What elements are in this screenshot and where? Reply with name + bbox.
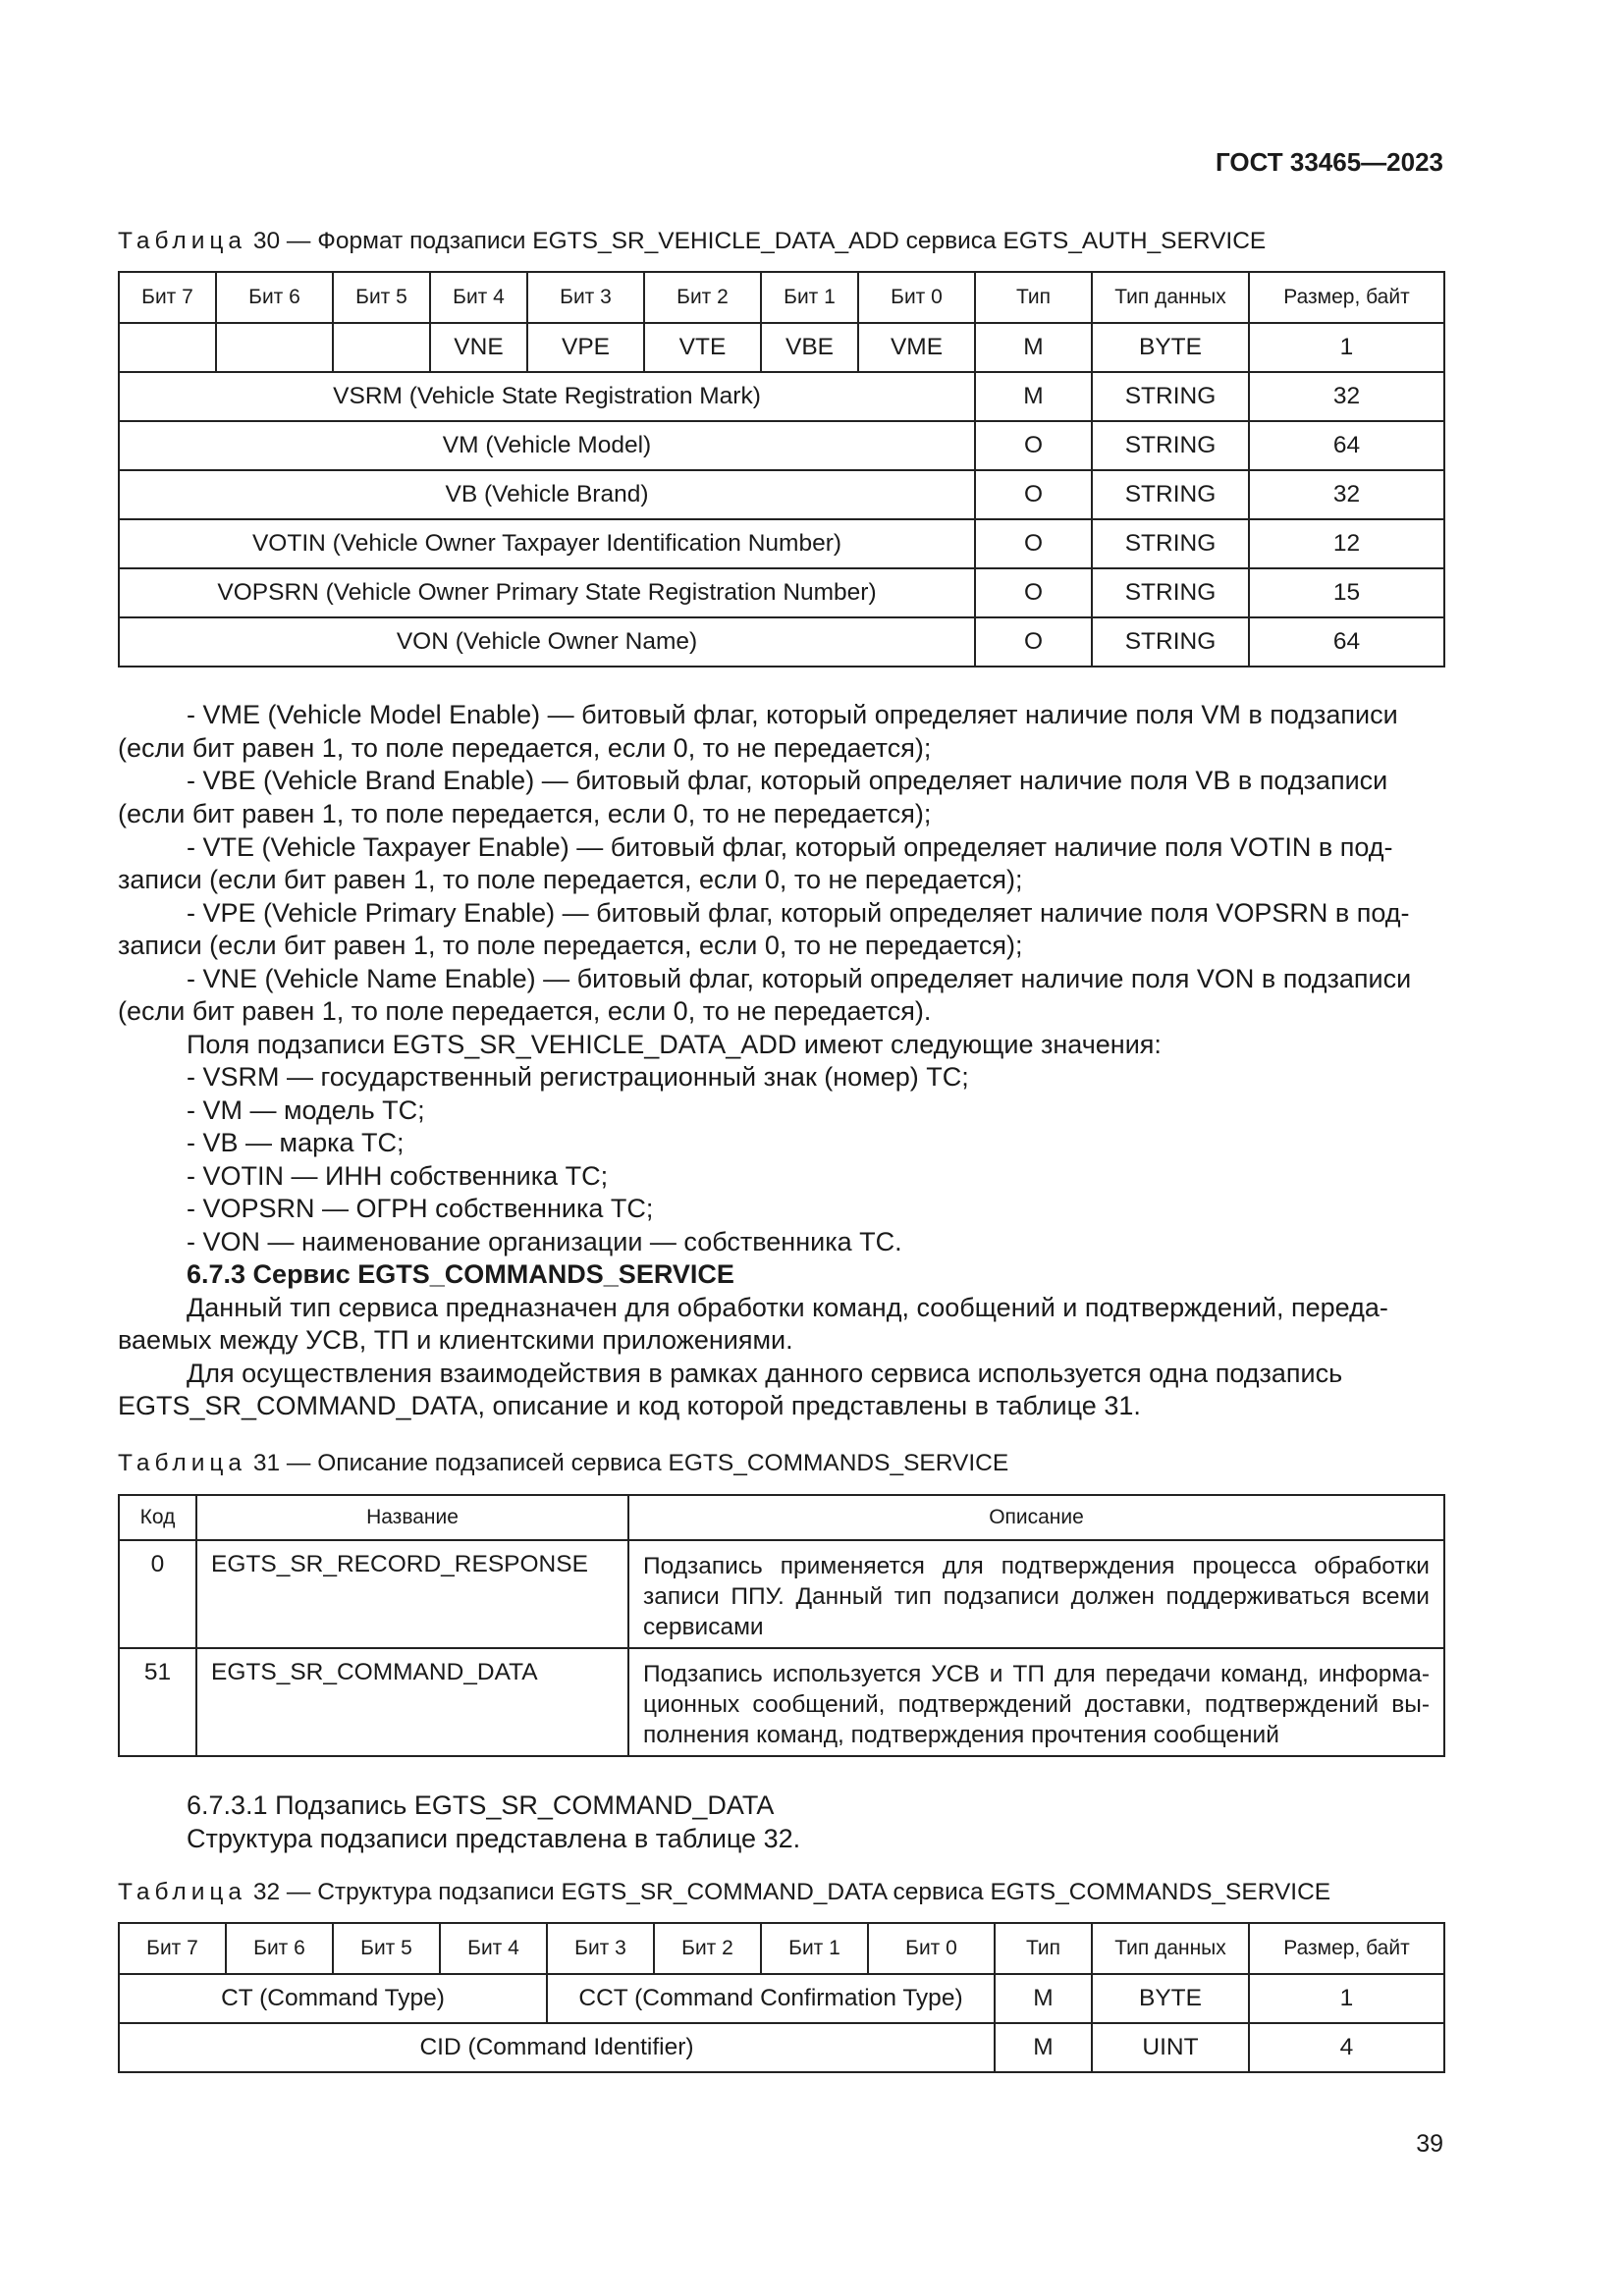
paragraph-line: (если бит равен 1, то поле передается, если 0, то не передается); (118, 799, 932, 828)
table-cell: UINT (1092, 2023, 1249, 2072)
list-item: - VM — модель ТС; (187, 1095, 425, 1125)
paragraph-line: - VBE (Vehicle Brand Enable) — битовый флаг, который определяет наличие поля VB в подзаписи (187, 766, 1388, 795)
table-cell: O (975, 568, 1092, 617)
table-cell: VME (858, 323, 975, 372)
header-cell: Бит 0 (868, 1923, 995, 1974)
section-heading: 6.7.3 Сервис EGTS_COMMANDS_SERVICE (187, 1259, 734, 1289)
table-cell: M (975, 372, 1092, 421)
paragraph-line: - VTE (Vehicle Taxpayer Enable) — битовый флаг, который определяет наличие поля VOTIN в под- (187, 832, 1393, 862)
subsection-heading: 6.7.3.1 Подзапись EGTS_SR_COMMAND_DATA (187, 1790, 775, 1820)
list-item: - VSRM — государственный регистрационный знак (номер) ТС; (187, 1062, 969, 1092)
header-cell: Бит 7 (119, 1923, 226, 1974)
table-cell: VTE (644, 323, 761, 372)
table-30-caption (118, 228, 1266, 255)
list-item: - VOPSRN — ОГРН собственника ТС; (187, 1194, 654, 1223)
table-cell: O (975, 617, 1092, 667)
table-cell (333, 323, 430, 372)
table-row (119, 2023, 1444, 2072)
list-item: - VON — наименование организации — собственника ТС. (187, 1227, 902, 1256)
table-cell: BYTE (1092, 323, 1249, 372)
field-name-cell: VOPSRN (Vehicle Owner Primary State Registration Number) (119, 568, 975, 617)
header-cell: Бит 5 (333, 1923, 440, 1974)
table-30 (118, 271, 1445, 667)
field-name-cell: CCT (Command Confirmation Type) (547, 1974, 995, 2023)
caption-prefix: Таблица (118, 1450, 247, 1476)
table-row (119, 1974, 1444, 2023)
table-cell: M (995, 2023, 1092, 2072)
table-cell: 12 (1249, 519, 1444, 568)
table-header-row (119, 1495, 1444, 1540)
paragraph-line: (если бит равен 1, то поле передается, если 0, то не передается); (118, 733, 932, 763)
table-cell: STRING (1092, 421, 1249, 470)
field-name-cell: VOTIN (Vehicle Owner Taxpayer Identification Number) (119, 519, 975, 568)
caption-prefix: Таблица (118, 228, 247, 254)
paragraph-line: EGTS_SR_COMMAND_DATA, описание и код которой представлены в таблице 31. (118, 1391, 1141, 1420)
table-row (119, 421, 1444, 470)
table-cell: BYTE (1092, 1974, 1249, 2023)
table-cell: O (975, 421, 1092, 470)
paragraph-line: Поля подзаписи EGTS_SR_VEHICLE_DATA_ADD имеют следующие значения: (187, 1030, 1162, 1059)
table-row (119, 323, 1444, 372)
header-cell: Бит 1 (761, 1923, 868, 1974)
field-name-cell: VM (Vehicle Model) (119, 421, 975, 470)
table-cell: VBE (761, 323, 858, 372)
paragraph-line: - VNE (Vehicle Name Enable) — битовый флаг, который определяет наличие поля VON в подзаписи (187, 964, 1412, 993)
header-cell: Бит 3 (547, 1923, 654, 1974)
paragraph-line: Данный тип сервиса предназначен для обработки команд, сообщений и подтверждений, переда- (187, 1293, 1388, 1322)
code-cell: 51 (119, 1648, 196, 1756)
table-cell: 1 (1249, 323, 1444, 372)
field-name-cell: VB (Vehicle Brand) (119, 470, 975, 519)
table-cell (216, 323, 333, 372)
table-cell: 4 (1249, 2023, 1444, 2072)
table-row (119, 568, 1444, 617)
paragraph-line: Для осуществления взаимодействия в рамках данного сервиса используется одна подзапись (187, 1359, 1343, 1388)
standard-number: ГОСТ 33465—2023 (1216, 147, 1443, 177)
header-cell: Тип (975, 272, 1092, 323)
table-row (119, 519, 1444, 568)
table-cell: 64 (1249, 617, 1444, 667)
paragraph-line: Структура подзаписи представлена в таблице 32. (187, 1824, 801, 1853)
name-cell: EGTS_SR_COMMAND_DATA (196, 1648, 628, 1756)
header-cell: Размер, байт (1249, 1923, 1444, 1974)
header-cell: Описание (628, 1495, 1444, 1540)
caption-prefix: Таблица (118, 1879, 247, 1905)
header-cell: Бит 2 (644, 272, 761, 323)
header-cell: Тип (995, 1923, 1092, 1974)
code-cell: 0 (119, 1540, 196, 1648)
table-cell: 15 (1249, 568, 1444, 617)
header-cell: Название (196, 1495, 628, 1540)
table-cell: STRING (1092, 568, 1249, 617)
table-31-caption (118, 1450, 1008, 1477)
paragraph-line: - VME (Vehicle Model Enable) — битовый флаг, который определяет наличие поля VM в подзаписи (187, 700, 1398, 729)
table-32-caption (118, 1879, 1330, 1906)
table-cell: VPE (527, 323, 644, 372)
table-cell: 32 (1249, 372, 1444, 421)
table-header-row (119, 272, 1444, 323)
caption-text: 32 — Структура подзаписи EGTS_SR_COMMAND_DATA сервиса EGTS_COMMANDS_SERVICE (252, 1879, 1331, 1905)
list-item: - VOTIN — ИНН собственника ТС; (187, 1161, 609, 1191)
table-row (119, 617, 1444, 667)
table-32 (118, 1922, 1445, 2073)
table-cell: STRING (1092, 372, 1249, 421)
paragraph-line: - VPE (Vehicle Primary Enable) — битовый флаг, который определяет наличие поля VOPSRN в под- (187, 898, 1410, 928)
header-cell: Бит 0 (858, 272, 975, 323)
header-cell: Бит 1 (761, 272, 858, 323)
table-31 (118, 1494, 1445, 1757)
table-cell: 1 (1249, 1974, 1444, 2023)
table-cell: STRING (1092, 519, 1249, 568)
caption-text: 30 — Формат подзаписи EGTS_SR_VEHICLE_DATA_ADD сервиса EGTS_AUTH_SERVICE (252, 228, 1267, 254)
table-cell: STRING (1092, 617, 1249, 667)
name-cell: EGTS_SR_RECORD_RESPONSE (196, 1540, 628, 1648)
table-cell: 64 (1249, 421, 1444, 470)
field-name-cell: VSRM (Vehicle State Registration Mark) (119, 372, 975, 421)
table-cell: VNE (430, 323, 527, 372)
list-item: - VB — марка ТС; (187, 1128, 405, 1157)
header-cell: Бит 2 (654, 1923, 761, 1974)
table-cell: STRING (1092, 470, 1249, 519)
table-cell: M (995, 1974, 1092, 2023)
table-cell (119, 323, 216, 372)
field-name-cell: CID (Command Identifier) (119, 2023, 995, 2072)
table-row (119, 470, 1444, 519)
table-cell: 32 (1249, 470, 1444, 519)
table-cell: O (975, 519, 1092, 568)
table-cell: O (975, 470, 1092, 519)
header-cell: Бит 5 (333, 272, 430, 323)
header-cell: Тип данных (1092, 272, 1249, 323)
page-number: 39 (1416, 2130, 1443, 2158)
header-cell: Тип данных (1092, 1923, 1249, 1974)
field-name-cell: VON (Vehicle Owner Name) (119, 617, 975, 667)
description-cell: Подзапись используется УСВ и ТП для передачи команд, информа-ционных сообщений, подтверждений доставки, подтверждений вы-полнения команд, подтверждения прочтения сообщений (628, 1648, 1444, 1756)
table-header-row (119, 1923, 1444, 1974)
field-name-cell: CT (Command Type) (119, 1974, 547, 2023)
paragraph-line: записи (если бит равен 1, то поле передается, если 0, то не передается); (118, 865, 1023, 894)
caption-text: 31 — Описание подзаписей сервиса EGTS_COMMANDS_SERVICE (252, 1450, 1009, 1476)
table-row (119, 1540, 1444, 1648)
paragraph-line: записи (если бит равен 1, то поле передается, если 0, то не передается); (118, 931, 1023, 960)
header-cell: Код (119, 1495, 196, 1540)
paragraph-line: (если бит равен 1, то поле передается, если 0, то не передается). (118, 996, 932, 1026)
header-cell: Бит 3 (527, 272, 644, 323)
table-cell: M (975, 323, 1092, 372)
table-row (119, 1648, 1444, 1756)
paragraph-line: ваемых между УСВ, ТП и клиентскими приложениями. (118, 1325, 793, 1355)
header-cell: Бит 4 (430, 272, 527, 323)
header-cell: Размер, байт (1249, 272, 1444, 323)
table-row (119, 372, 1444, 421)
header-cell: Бит 6 (216, 272, 333, 323)
description-cell: Подзапись применяется для подтверждения процесса обработки записи ППУ. Данный тип подзаписи должен поддерживаться всеми сервисами (628, 1540, 1444, 1648)
header-cell: Бит 6 (226, 1923, 333, 1974)
header-cell: Бит 4 (440, 1923, 547, 1974)
header-cell: Бит 7 (119, 272, 216, 323)
